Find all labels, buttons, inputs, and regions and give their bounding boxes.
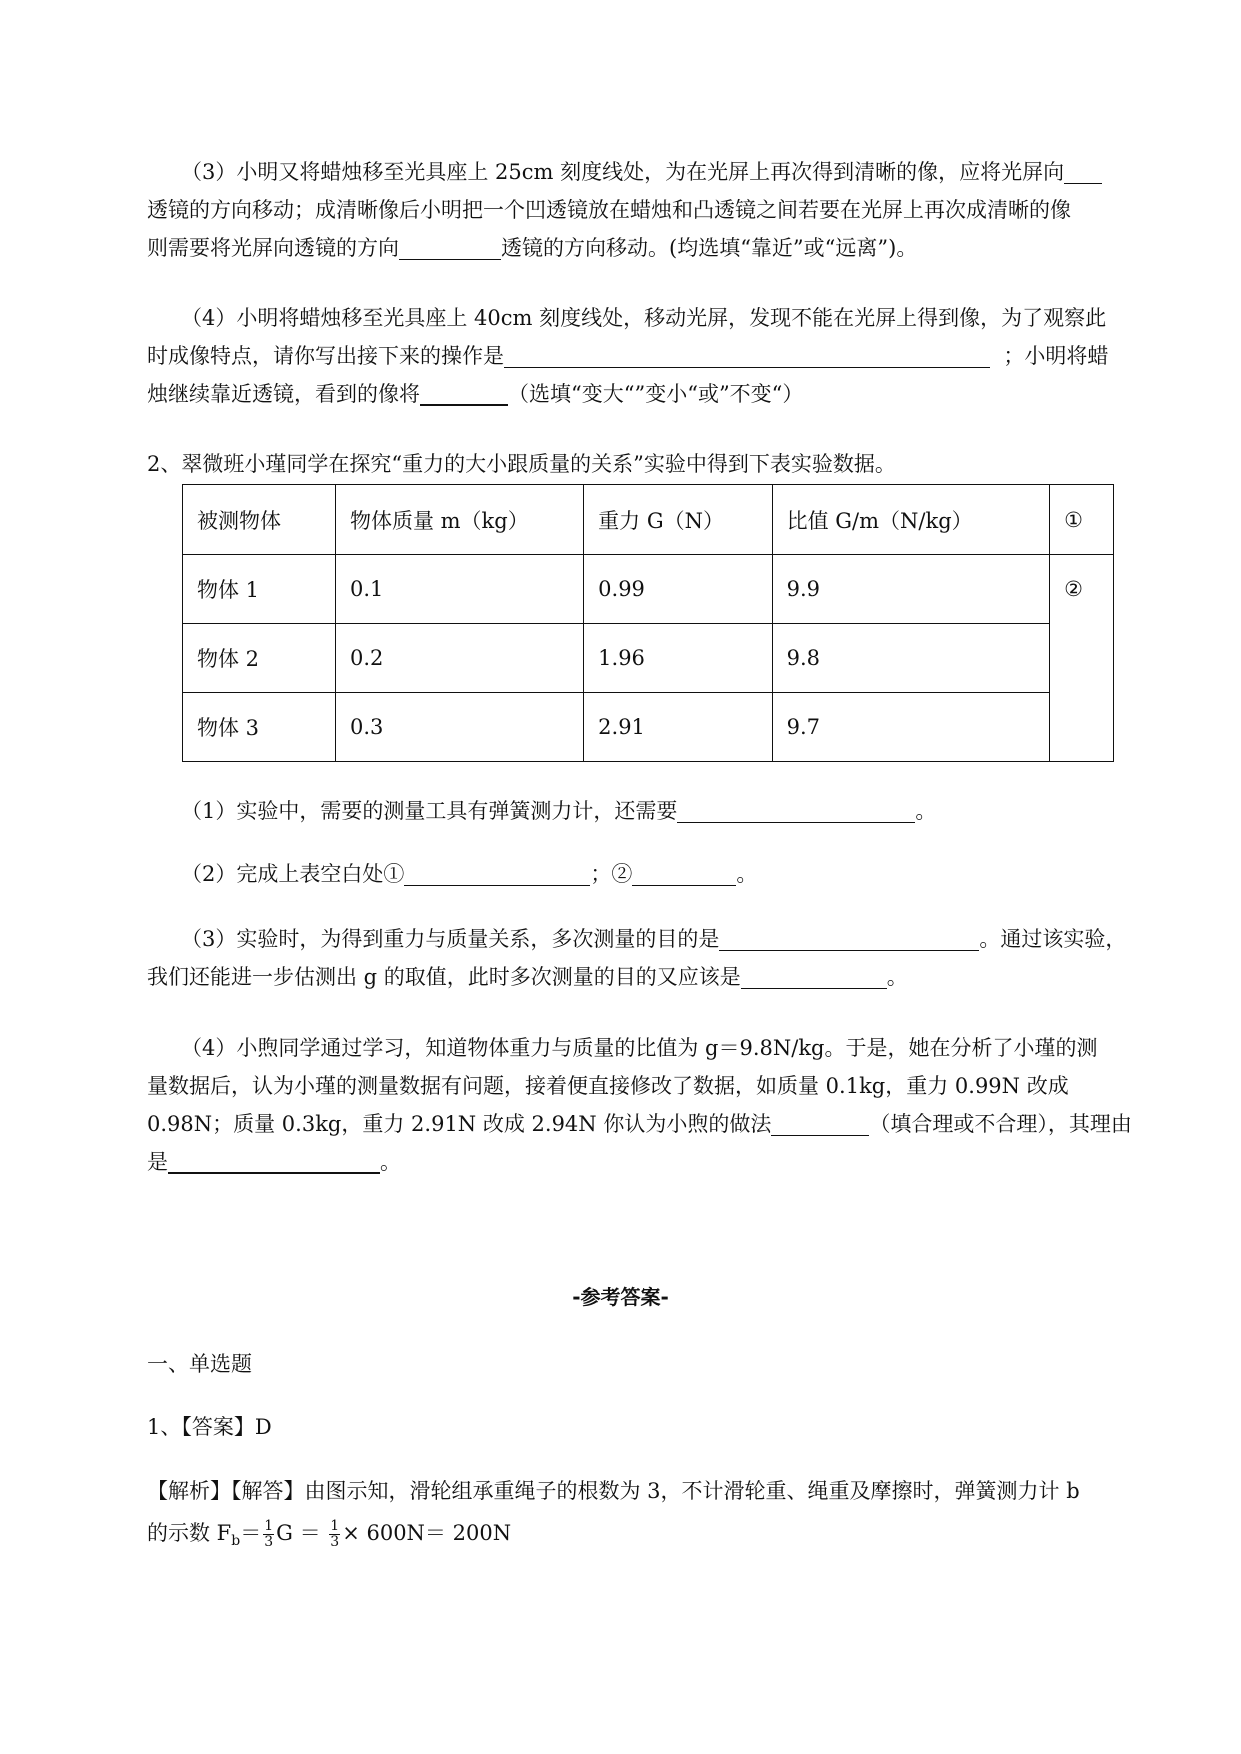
q1-part3-line3b: 透镜的方向移动。(均选填“靠近”或“远离”)。 [501,236,918,260]
section-single-choice: 一、单选题 [147,1352,252,1376]
answer-1 [147,1408,1149,1446]
header-ratio: 比值 G/m（N/kg） [772,485,1050,555]
table-cell: 0.2 [335,624,583,693]
answer-blank[interactable] [1064,161,1102,184]
q1-part3-line3a: 则需要将光屏向透镜的方向 [147,236,399,260]
q2-part2-mid: ；② [590,862,633,886]
q2-intro-text: 2、翠微班小瑾同学在探究“重力的大小跟质量的关系”实验中得到下表实验数据。 [147,452,896,476]
header-mass: 物体质量 m（kg） [335,485,583,555]
table-row [183,555,1114,624]
answer-blank[interactable] [719,928,979,951]
table-cell: 9.8 [772,624,1050,693]
formula-g: G ＝ [276,1521,321,1545]
answer-blank[interactable] [420,382,508,406]
fraction-one-third [329,1519,340,1550]
table-cell: 1.96 [584,624,772,693]
table-blank-2: ② [1050,555,1114,762]
fraction-denominator: 3 [330,1534,340,1550]
q1-part3-line2: 透镜的方向移动；成清晰像后小明把一个凹透镜放在蜡烛和凸透镜之间若要在光屏上再次成清晰的像 [147,198,1071,222]
q2-part3-line1b: 。通过该实验， [979,927,1127,951]
answer-blank[interactable] [404,863,590,886]
q2-part4-line2: 量数据后，认为小瑾的测量数据有问题，接着便直接修改了数据，如质量 0.1kg，重力 0.99N 改成 [147,1074,1069,1098]
q1-part4-line2a: 时成像特点，请你写出接下来的操作是 [147,344,504,368]
fraction-numerator: 1 [330,1518,340,1534]
q2-part4-line3a: 0.98N；质量 0.3kg，重力 2.91N 改成 2.94N 你认为小煦的做法 [147,1112,772,1136]
q1-part3-line1: （3）小明又将蜡烛移至光具座上 25cm 刻度线处，为在光屏上再次得到清晰的像，应将光屏向 [181,160,1065,184]
table-cell: 0.99 [584,555,772,624]
answer-blank[interactable] [632,863,736,886]
answer-blank[interactable] [168,1150,380,1174]
q2-part2-end: 。 [736,862,758,886]
q1-part4 [147,299,1149,413]
experiment-data-table [182,484,1114,762]
header-weight: 重力 G（N） [584,485,772,555]
table-cell: 0.1 [335,555,583,624]
q2-part4-line1: （4）小煦同学通过学习，知道物体重力与质量的比值为 g＝9.8N/kg。于是，她在分析了小瑾的测 [181,1036,1098,1060]
analysis-1 [147,1472,1149,1560]
answer-blank[interactable] [677,800,915,823]
q1-part4-line3a: 烛继续靠近透镜，看到的像将 [147,382,420,406]
formula-prefix: 的示数 F [147,1521,232,1545]
q2-part3-line1a: （3）实验时，为得到重力与质量关系，多次测量的目的是 [181,927,720,951]
q2-part1-end: 。 [915,799,937,823]
fraction-denominator: 3 [264,1534,274,1550]
analysis-line1: 【解析】【解答】由图示知，滑轮组承重绳子的根数为 3，不计滑轮重、绳重及摩擦时，弹簧测力计 b [147,1479,1080,1503]
analysis-line2 [147,1514,1149,1560]
q2-part2 [147,855,1149,893]
table-cell: 物体 2 [183,624,336,693]
table-cell: 9.9 [772,555,1050,624]
answer-key-heading: -参考答案- [572,1285,669,1309]
answer-blank[interactable] [741,966,887,989]
section-title [147,1345,1149,1383]
formula-subscript: b [231,1533,241,1550]
q2-part4 [147,1029,1149,1181]
formula-result: × 600N＝ 200N [342,1521,512,1545]
table-cell: 0.3 [335,693,583,762]
answer-1-text: 1、【答案】D [147,1415,272,1439]
q2-part4-line4b: 。 [380,1150,401,1174]
header-object: 被测物体 [183,485,336,555]
table-cell: 物体 3 [183,693,336,762]
q1-part4-line2b: ；小明将蜡 [1003,344,1109,368]
q2-part4-line3b: （填合理或不合理），其理由 [869,1112,1132,1136]
q2-part3-line2a: 我们还能进一步估测出 g 的取值，此时多次测量的目的又应该是 [147,965,741,989]
q1-part4-line1: （4）小明将蜡烛移至光具座上 40cm 刻度线处，移动光屏，发现不能在光屏上得到像，为了观察此 [181,306,1107,330]
q2-part4-line4a: 是 [147,1150,168,1174]
table-row [183,693,1114,762]
header-blank-1: ① [1050,485,1114,555]
q2-part1 [147,792,1149,830]
formula-equals: ＝ [240,1521,262,1545]
q1-part4-line3b: （选填“变大“”变小“或”不变“） [508,382,804,406]
fraction-numerator: 1 [264,1518,274,1534]
answer-blank[interactable] [399,237,501,260]
table-cell: 9.7 [772,693,1050,762]
q2-part1-text: （1）实验中，需要的测量工具有弹簧测力计，还需要 [181,799,678,823]
q2-intro [147,445,1149,483]
q1-part3 [147,153,1149,267]
table-header-row [183,485,1114,555]
table-cell: 物体 1 [183,555,336,624]
q2-part2-text: （2）完成上表空白处① [181,862,405,886]
q2-part3-line2b: 。 [886,965,908,989]
q2-part3 [147,920,1149,996]
table-row [183,624,1114,693]
fraction-one-third [263,1519,274,1550]
answer-blank[interactable] [504,345,990,368]
table-cell: 2.91 [584,693,772,762]
answer-blank[interactable] [771,1113,869,1136]
